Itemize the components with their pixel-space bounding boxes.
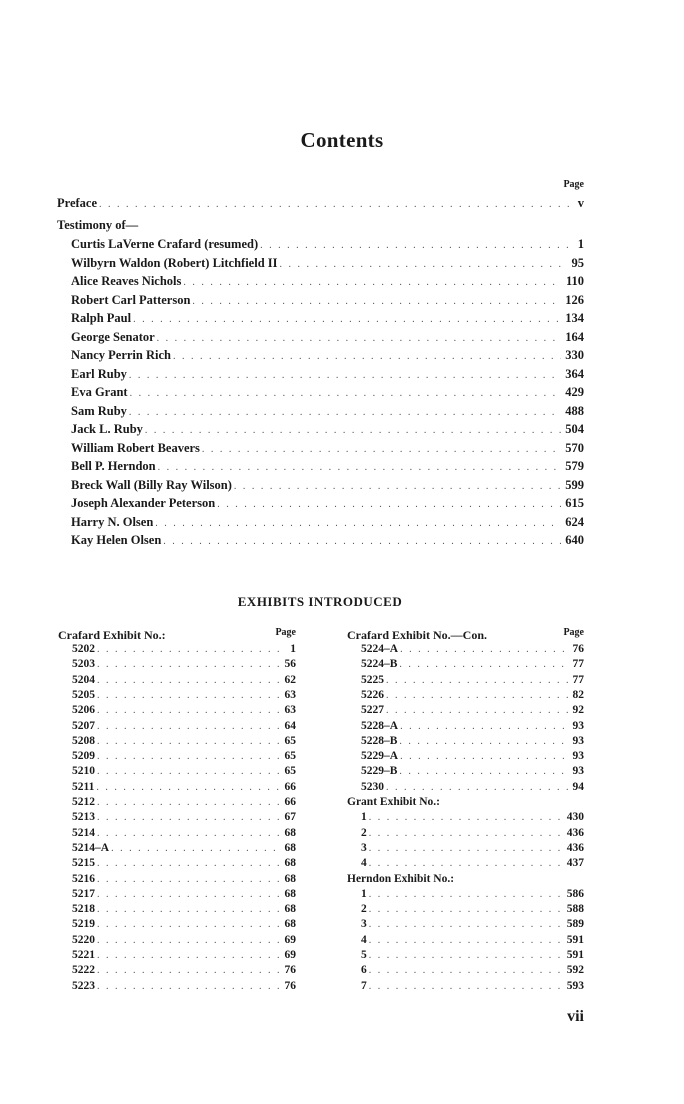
- testimony-entry-page: 364: [565, 366, 584, 381]
- testimony-entry[interactable]: [71, 309, 584, 327]
- testimony-entry[interactable]: [71, 513, 584, 531]
- exhibit-entry-page: 1: [290, 643, 296, 655]
- exhibit-entry-page: 68: [284, 903, 296, 916]
- leader-dots: [97, 657, 281, 672]
- exhibit-entry[interactable]: [72, 734, 296, 749]
- leader-dots: [97, 963, 281, 978]
- exhibit-entry-label: 5204: [72, 673, 95, 686]
- testimony-entry-page: 164: [565, 329, 584, 344]
- leader-dots: [183, 274, 562, 292]
- leader-dots: [97, 933, 281, 948]
- exhibit-entry-label: 5209: [72, 750, 95, 763]
- exhibit-entry-label: 5216: [72, 872, 95, 885]
- testimony-heading: Testimony of—: [57, 218, 139, 232]
- exhibit-entry-page: 93: [572, 734, 584, 747]
- leader-dots: [97, 917, 281, 932]
- leader-dots: [97, 642, 286, 657]
- testimony-entry[interactable]: [71, 420, 584, 438]
- leader-dots: [97, 734, 281, 749]
- exhibit-entry-label: 3: [361, 918, 367, 931]
- exhibit-entry-label: 5208: [72, 734, 95, 747]
- leader-dots: [133, 311, 561, 329]
- exhibit-entry-label: 5202: [72, 643, 95, 655]
- leader-dots: [97, 673, 281, 688]
- exhibit-entry[interactable]: [72, 826, 296, 841]
- exhibit-entry-label: 4: [361, 857, 367, 870]
- leader-dots: [399, 764, 568, 779]
- exhibit-entry-page: 94: [572, 780, 584, 793]
- testimony-entry-page: 599: [565, 477, 584, 492]
- leader-dots: [97, 902, 281, 917]
- exhibit-entry[interactable]: [361, 917, 584, 932]
- exhibit-entry-page: 92: [572, 704, 584, 717]
- exhibit-entry[interactable]: [361, 826, 584, 841]
- exhibit-entry-page: 82: [572, 688, 584, 701]
- exhibit-entry-label: 5225: [361, 673, 384, 686]
- exhibit-entry[interactable]: [361, 841, 584, 856]
- exhibit-entry-page: 63: [284, 704, 296, 717]
- exhibit-entry-page: 93: [572, 765, 584, 778]
- exhibit-entry-label: 5229–B: [361, 765, 398, 778]
- exhibit-entry-page: 588: [566, 903, 584, 916]
- exhibit-entry[interactable]: [361, 856, 584, 871]
- testimony-entry-page: 615: [565, 496, 584, 510]
- exhibit-entry[interactable]: [361, 703, 584, 718]
- exhibit-entry[interactable]: [72, 887, 296, 902]
- exhibit-entry-page: 77: [572, 658, 584, 671]
- toc-entry-page: v: [577, 196, 584, 210]
- leader-dots: [130, 385, 562, 403]
- exhibit-entry-page: 68: [284, 841, 296, 854]
- leader-dots: [111, 841, 280, 856]
- exhibit-entry[interactable]: [72, 673, 296, 688]
- leader-dots: [399, 734, 568, 749]
- exhibit-entry-page: 76: [572, 643, 584, 655]
- exhibit-entry-label: 5217: [72, 887, 95, 900]
- testimony-entry-page: 640: [565, 533, 584, 547]
- leader-dots: [97, 764, 281, 779]
- leader-dots: [217, 496, 561, 514]
- leader-dots: [96, 780, 280, 795]
- exhibit-entry-page: 437: [566, 857, 584, 870]
- exhibit-entry-page: 76: [284, 964, 296, 977]
- leader-dots: [158, 459, 562, 477]
- testimony-entry-label: Wilbyrn Waldon (Robert) Litchfield II: [71, 255, 278, 270]
- exhibit-entry-label: 5213: [72, 811, 95, 824]
- exhibit-entry-label: 5222: [72, 964, 95, 977]
- right-column-page-label: Page: [563, 627, 584, 638]
- exhibit-entry[interactable]: [72, 979, 296, 994]
- exhibit-entry-label: 2: [361, 903, 367, 916]
- leader-dots: [145, 422, 561, 440]
- exhibit-entry[interactable]: [361, 657, 584, 672]
- exhibit-entry-label: 5223: [72, 979, 95, 992]
- exhibit-entry-label: 5226: [361, 688, 384, 701]
- testimony-entry[interactable]: [71, 476, 584, 494]
- exhibit-entry-label: 5212: [72, 796, 95, 808]
- exhibit-entry-page: 77: [572, 673, 584, 686]
- testimony-entry-label: Harry N. Olsen: [71, 514, 154, 529]
- exhibit-entry[interactable]: [72, 933, 296, 948]
- testimony-entry[interactable]: [71, 402, 584, 420]
- exhibit-entry-page: 93: [572, 719, 584, 732]
- exhibit-entry[interactable]: [361, 642, 584, 657]
- leader-dots: [157, 330, 562, 348]
- leader-dots: [202, 441, 561, 459]
- leader-dots: [369, 887, 563, 902]
- testimony-entry-label: Sam Ruby: [71, 403, 127, 418]
- exhibit-entry-page: 436: [566, 841, 584, 854]
- exhibit-entry-page: 63: [284, 688, 296, 701]
- exhibit-entry[interactable]: [72, 703, 296, 718]
- exhibit-entry-page: 591: [566, 933, 584, 946]
- leader-dots: [97, 979, 281, 994]
- exhibit-entry-page: 68: [284, 887, 296, 900]
- exhibit-entry[interactable]: [361, 933, 584, 948]
- exhibit-entry[interactable]: [361, 719, 584, 734]
- exhibit-entry-page: 589: [566, 918, 584, 931]
- exhibit-entry-page: 68: [284, 872, 296, 885]
- leader-dots: [155, 515, 561, 533]
- exhibit-entry-page: 67: [284, 811, 296, 824]
- exhibit-entry-label: 5224–B: [361, 658, 398, 671]
- testimony-entry[interactable]: [71, 494, 584, 512]
- exhibit-entry-page: 68: [284, 826, 296, 839]
- leader-dots: [386, 688, 569, 703]
- exhibit-entry[interactable]: [72, 780, 296, 795]
- exhibit-entry-label: 1: [361, 811, 367, 824]
- exhibit-entry[interactable]: [72, 872, 296, 887]
- exhibit-entry-page: 68: [284, 857, 296, 870]
- testimony-entry[interactable]: [71, 254, 584, 272]
- toc-entry-label: Preface: [57, 196, 98, 210]
- exhibit-entry-page: 430: [566, 811, 584, 824]
- exhibit-entry[interactable]: [72, 657, 296, 672]
- exhibit-entry-label: 5229–A: [361, 750, 399, 763]
- testimony-entry-label: Curtis LaVerne Crafard (resumed): [71, 237, 259, 251]
- leader-dots: [369, 841, 563, 856]
- exhibit-entry[interactable]: [72, 917, 296, 932]
- exhibit-entry-label: 7: [361, 979, 367, 992]
- left-column-heading: Crafard Exhibit No.:: [58, 628, 166, 642]
- exhibit-entry[interactable]: [72, 764, 296, 779]
- testimony-entry-label: Joseph Alexander Peterson: [71, 496, 216, 510]
- exhibit-entry-page: 592: [566, 964, 584, 977]
- testimony-entry-page: 624: [565, 514, 584, 529]
- exhibit-entry-label: 5206: [72, 704, 95, 717]
- exhibit-entry[interactable]: [361, 734, 584, 749]
- leader-dots: [192, 293, 561, 311]
- leader-dots: [400, 642, 568, 657]
- leader-dots: [399, 657, 568, 672]
- exhibit-entry-label: 5215: [72, 857, 95, 870]
- testimony-entry[interactable]: [71, 457, 584, 475]
- exhibit-entry[interactable]: [361, 948, 584, 963]
- exhibit-entry-page: 56: [284, 658, 296, 671]
- exhibit-entry-page: 65: [284, 734, 296, 747]
- exhibit-entry-label: 5210: [72, 765, 95, 778]
- testimony-entry[interactable]: [71, 383, 584, 401]
- exhibit-entry-label: 5227: [361, 704, 384, 717]
- exhibit-entry[interactable]: [361, 887, 584, 902]
- leader-dots: [386, 673, 569, 688]
- testimony-entry[interactable]: [71, 439, 584, 457]
- exhibit-group-heading: Herndon Exhibit No.:: [347, 872, 455, 885]
- exhibit-entry-label: 5224–A: [361, 643, 399, 655]
- exhibit-entry[interactable]: [72, 795, 296, 810]
- exhibit-entry[interactable]: [361, 902, 584, 917]
- exhibit-entry[interactable]: [72, 902, 296, 917]
- exhibit-entry-label: 5228–B: [361, 734, 398, 747]
- folio-page-number: vii: [567, 1008, 584, 1025]
- testimony-entry[interactable]: [71, 346, 584, 364]
- exhibit-entry-page: 586: [566, 887, 584, 900]
- exhibit-entry-label: 5211: [72, 780, 95, 793]
- exhibit-entry-label: 5214: [72, 826, 95, 839]
- exhibit-entry-page: 69: [284, 933, 296, 946]
- exhibit-entry[interactable]: [361, 673, 584, 688]
- testimony-entry[interactable]: [71, 531, 584, 549]
- exhibit-entry[interactable]: [361, 688, 584, 703]
- exhibit-entry-label: 6: [361, 964, 367, 977]
- leader-dots: [163, 533, 561, 551]
- exhibit-entry-page: 76: [284, 979, 296, 992]
- exhibit-entry-label: 5228–A: [361, 719, 399, 732]
- leader-dots: [97, 887, 281, 902]
- exhibit-entry[interactable]: [361, 810, 584, 825]
- exhibit-entry[interactable]: [72, 642, 296, 657]
- exhibit-entry-label: 5: [361, 949, 367, 961]
- exhibit-entry[interactable]: [72, 856, 296, 871]
- right-column-heading: Crafard Exhibit No.—Con.: [347, 628, 488, 642]
- leader-dots: [369, 933, 563, 948]
- exhibit-entry[interactable]: [72, 963, 296, 978]
- leader-dots: [386, 780, 569, 795]
- leader-dots: [97, 856, 281, 871]
- leader-dots: [386, 703, 569, 718]
- exhibit-entry-page: 593: [566, 979, 584, 992]
- testimony-entry-label: Kay Helen Olsen: [71, 533, 162, 547]
- testimony-entry-page: 579: [565, 459, 584, 473]
- exhibit-entry-page: 68: [284, 918, 296, 931]
- exhibit-entry[interactable]: [72, 749, 296, 764]
- exhibits-heading: EXHIBITS INTRODUCED: [237, 594, 403, 609]
- testimony-entry-label: Nancy Perrin Rich: [71, 348, 171, 362]
- testimony-entry-label: Jack L. Ruby: [71, 422, 143, 436]
- testimony-entry-label: George Senator: [71, 329, 155, 344]
- testimony-entry-page: 570: [565, 440, 584, 455]
- leader-dots: [97, 872, 281, 887]
- testimony-entry-page: 95: [571, 255, 584, 270]
- exhibit-entry-label: 5221: [72, 949, 95, 961]
- exhibit-entry[interactable]: [72, 948, 296, 963]
- testimony-entry-page: 429: [565, 385, 584, 399]
- exhibit-entry-label: 5207: [72, 719, 95, 732]
- exhibit-entry[interactable]: [361, 963, 584, 978]
- exhibit-entry[interactable]: [361, 764, 584, 779]
- leader-dots: [369, 810, 563, 825]
- exhibit-entry[interactable]: [361, 749, 584, 764]
- exhibit-entry-page: 436: [566, 826, 584, 839]
- leader-dots: [97, 688, 281, 703]
- leader-dots: [97, 749, 281, 764]
- leader-dots: [129, 367, 561, 385]
- exhibit-entry-label: 5230: [361, 780, 384, 793]
- exhibit-entry-page: 591: [566, 949, 584, 961]
- exhibit-entry-label: 1: [361, 887, 367, 900]
- leader-dots: [97, 948, 281, 963]
- leader-dots: [400, 719, 568, 734]
- testimony-entry-page: 1: [577, 237, 584, 251]
- testimony-entry[interactable]: [71, 291, 584, 309]
- leader-dots: [369, 979, 563, 994]
- testimony-entry[interactable]: [71, 328, 584, 346]
- leader-dots: [97, 719, 281, 734]
- exhibit-entry-page: 64: [284, 719, 296, 732]
- leader-dots: [369, 963, 563, 978]
- exhibit-entry-label: 5203: [72, 658, 95, 671]
- leader-dots: [97, 810, 281, 825]
- exhibit-entry-label: 5219: [72, 918, 95, 931]
- testimony-entry-page: 110: [565, 274, 584, 288]
- testimony-entry-page: 126: [565, 292, 584, 307]
- testimony-entry-page: 488: [565, 403, 584, 418]
- testimony-entry-label: Alice Reaves Nichols: [71, 274, 182, 288]
- leader-dots: [173, 348, 561, 366]
- leader-dots: [97, 703, 281, 718]
- exhibit-entry-page: 65: [284, 750, 296, 763]
- testimony-entry-label: Breck Wall (Billy Ray Wilson): [71, 477, 232, 492]
- testimony-entry-page: 330: [565, 348, 584, 362]
- leader-dots: [400, 749, 568, 764]
- leader-dots: [369, 856, 563, 871]
- exhibit-entry-label: 4: [361, 933, 367, 946]
- testimony-entry-label: Robert Carl Patterson: [71, 292, 191, 307]
- leader-dots: [369, 917, 563, 932]
- exhibit-entry-page: 62: [284, 673, 296, 686]
- exhibit-entry-page: 93: [572, 750, 584, 763]
- exhibit-entry-label: 2: [361, 826, 367, 839]
- testimony-entry-label: Ralph Paul: [71, 311, 132, 325]
- testimony-entry[interactable]: [71, 235, 584, 253]
- leader-dots: [129, 404, 561, 422]
- leader-dots: [97, 826, 281, 841]
- leader-dots: [97, 795, 281, 810]
- page-title: Contents: [300, 128, 384, 152]
- leader-dots: [99, 196, 574, 214]
- exhibit-group-heading: Grant Exhibit No.:: [347, 796, 440, 808]
- exhibit-entry[interactable]: [361, 780, 584, 795]
- exhibit-entry[interactable]: [72, 841, 296, 856]
- testimony-entry-label: Bell P. Herndon: [71, 459, 156, 473]
- testimony-entry-label: Earl Ruby: [71, 366, 127, 381]
- left-column-page-label: Page: [275, 627, 296, 638]
- exhibit-entry[interactable]: [72, 719, 296, 734]
- testimony-entry-label: Eva Grant: [71, 385, 128, 399]
- exhibit-entry-label: 5214–A: [72, 841, 110, 854]
- exhibit-entry-page: 65: [284, 765, 296, 778]
- testimony-entry[interactable]: [71, 365, 584, 383]
- toc-entry-preface[interactable]: [57, 194, 584, 212]
- exhibit-entry-page: 69: [284, 949, 296, 961]
- testimony-entry-page: 504: [565, 422, 584, 436]
- exhibit-entry[interactable]: [72, 688, 296, 703]
- exhibit-entry[interactable]: [361, 979, 584, 994]
- exhibit-entry-page: 66: [284, 796, 296, 808]
- leader-dots: [260, 237, 574, 255]
- leader-dots: [369, 948, 563, 963]
- exhibit-entry-label: 5220: [72, 933, 95, 946]
- exhibit-entry[interactable]: [72, 810, 296, 825]
- leader-dots: [369, 902, 563, 917]
- exhibit-entry-page: 66: [284, 780, 296, 793]
- leader-dots: [280, 256, 568, 274]
- leader-dots: [234, 478, 561, 496]
- exhibit-entry-label: 5218: [72, 903, 95, 916]
- testimony-entry-label: William Robert Beavers: [71, 440, 200, 455]
- leader-dots: [369, 826, 563, 841]
- exhibit-entry-label: 5205: [72, 688, 95, 701]
- testimony-entry-page: 134: [565, 311, 584, 325]
- exhibit-entry-label: 3: [361, 841, 367, 854]
- page-column-header: Page: [563, 179, 584, 190]
- testimony-entry[interactable]: [71, 272, 584, 290]
